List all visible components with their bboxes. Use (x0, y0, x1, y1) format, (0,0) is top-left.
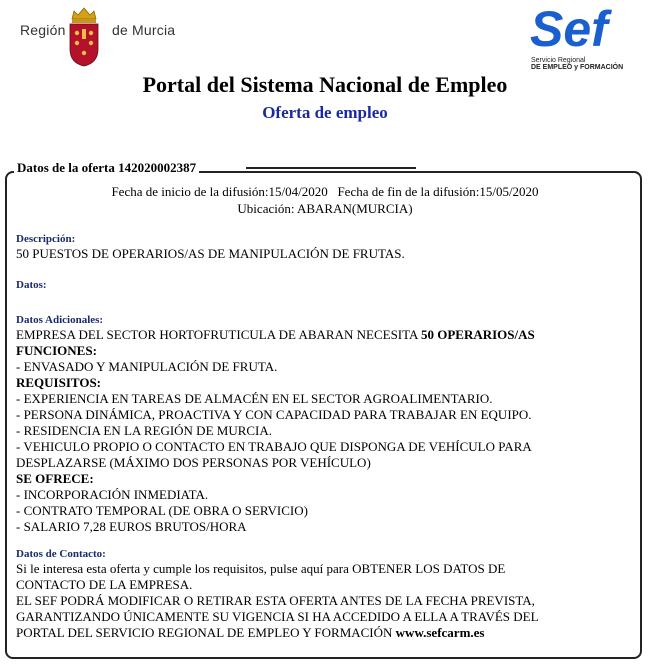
ofrece-item: - CONTRATO TEMPORAL (DE OBRA O SERVICIO) (16, 503, 308, 518)
offer-content (16, 233, 636, 641)
descripcion-label: Descripción: (16, 233, 76, 245)
sef-logo-text: Sef (530, 2, 608, 54)
region-label-left: Región (20, 22, 66, 38)
website-link[interactable]: www.sefcarm.es (395, 625, 485, 640)
datos-adicionales-label: Datos Adicionales: (16, 314, 104, 326)
contacto-line: GARANTIZANDO ÚNICAMENTE SU VIGENCIA SI HA ACCEDIDO A ELLA A TRAVÉS DEL (16, 609, 539, 624)
intro-bold: 50 OPERARIOS/AS (420, 327, 535, 342)
sef-logo-icon[interactable] (528, 2, 628, 54)
requisitos-item: - VEHICULO PROPIO O CONTACTO EN TRABAJO QUE DISPONGA DE VEHÍCULO PARA (16, 439, 532, 454)
contacto-line[interactable]: Si le interesa esta oferta y cumple los requisitos, pulse aquí para OBTENER LOS DATOS DE (16, 561, 506, 576)
page-title: Portal del Sistema Nacional de Empleo (142, 72, 508, 97)
region-crest-icon (66, 5, 102, 67)
page-header (0, 0, 650, 75)
funciones-label: FUNCIONES: (16, 343, 97, 358)
sef-subtitle-2: DE EMPLEO y FORMACIÓN (531, 64, 624, 71)
ofrece-item: - SALARIO 7,28 EUROS BRUTOS/HORA (16, 519, 247, 534)
ofrece-item: - INCORPORACIÓN INMEDIATA. (16, 487, 209, 502)
offer-legend: Datos de la oferta 142020002387 (14, 160, 199, 176)
requisitos-item: - RESIDENCIA EN LA REGIÓN DE MURCIA. (16, 423, 273, 438)
requisitos-item: DESPLAZARSE (MÁXIMO DOS PERSONAS POR VEHÍCULO) (16, 455, 371, 470)
requisitos-item: - PERSONA DINÁMICA, PROACTIVA Y CON CAPACIDAD PARA TRABAJAR EN EQUIPO. (16, 407, 532, 422)
intro-text: EMPRESA DEL SECTOR HORTOFRUTICULA DE ABARAN NECESITA (16, 327, 421, 342)
ofrece-label: SE OFRECE: (16, 471, 94, 486)
requisitos-item: - EXPERIENCIA EN TAREAS DE ALMACÉN EN EL SECTOR AGROALIMENTARIO. (16, 391, 493, 406)
contacto-last-text: PORTAL DEL SERVICIO REGIONAL DE EMPLEO Y FORMACIÓN (16, 625, 396, 640)
region-label-right: de Murcia (112, 22, 176, 38)
diffusion-dates: Fecha de inicio de la difusión:15/04/2020 Fecha de fin de la difusión:15/05/2020 (111, 184, 539, 199)
contacto-label: Datos de Contacto: (16, 548, 106, 560)
descripcion-text: 50 PUESTOS DE OPERARIOS/AS DE MANIPULACIÓN DE FRUTAS. (16, 246, 405, 261)
requisitos-label: REQUISITOS: (16, 375, 102, 390)
sef-subtitle-1: Servicio Regional (531, 57, 586, 64)
offer-location: Ubicación: ABARAN(MURCIA) (237, 201, 413, 216)
legend-rule (246, 167, 416, 169)
offer-subtitle: Oferta de empleo (262, 103, 388, 122)
contacto-line: EL SEF PODRÁ MODIFICAR O RETIRAR ESTA OFERTA ANTES DE LA FECHA PREVISTA, (16, 593, 535, 608)
funciones-item: - ENVASADO Y MANIPULACIÓN DE FRUTA. (16, 359, 278, 374)
contacto-last-line (16, 625, 636, 641)
intro-line (16, 327, 636, 343)
contacto-line[interactable]: CONTACTO DE LA EMPRESA. (16, 577, 193, 592)
datos-label: Datos: (16, 279, 47, 291)
